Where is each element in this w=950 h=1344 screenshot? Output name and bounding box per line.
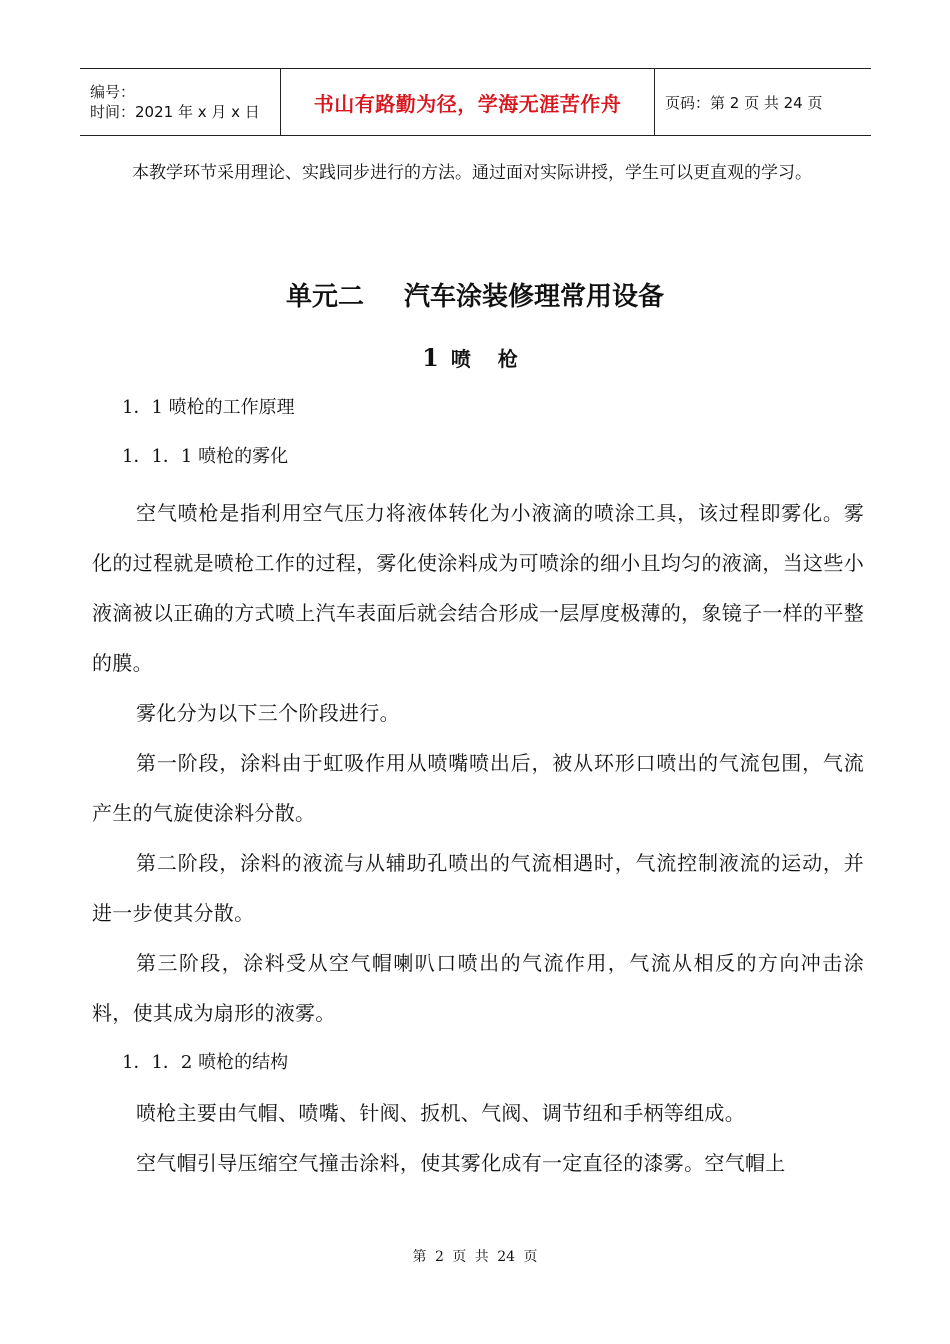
header-table — [80, 68, 871, 136]
unit-title — [0, 276, 950, 313]
header-number-label: 编号： — [90, 83, 136, 101]
header-page-cell — [655, 69, 871, 135]
body-text — [92, 390, 864, 1188]
intro-block — [92, 156, 862, 190]
page-footer: 第 2 页 共 24 页 — [412, 1249, 538, 1265]
paragraph-atomization: 空气喷枪是指利用空气压力将液体转化为小液滴的喷涂工具，该过程即雾化。雾化的过程就是喷枪工作的过程，雾化使涂料成为可喷涂的细小且均匀的液滴，当这些小液滴被以正确的方式喷上汽车表面后就会结合形成一层厚度极薄的，象镜子一样的平整的膜。 — [92, 501, 864, 675]
intro-paragraph: 本教学环节采用理论、实践同步进行的方法。通过面对实际讲授，学生可以更直观的学习。 — [132, 163, 812, 183]
paragraph-stages-intro: 雾化分为以下三个阶段进行。 — [136, 701, 400, 725]
section-name: 喷 枪 — [450, 347, 528, 371]
header-motto-cell — [281, 69, 655, 135]
heading-1-1: 1．1 喷枪的工作原理 — [122, 397, 295, 418]
paragraph-stage-1: 第一阶段，涂料由于虹吸作用从喷嘴喷出后，被从环形口喷出的气流包围，气流产生的气旋使涂料分散。 — [92, 751, 864, 825]
heading-1-1-2: 1．1．2 喷枪的结构 — [122, 1052, 289, 1073]
paragraph-stage-3: 第三阶段，涂料受从空气帽喇叭口喷出的气流作用，气流从相反的方向冲击涂料，使其成为扇形的液雾。 — [92, 951, 864, 1025]
paragraph-air-cap: 空气帽引导压缩空气撞击涂料，使其雾化成有一定直径的漆雾。空气帽上 — [136, 1151, 786, 1175]
section-number: 1 — [422, 343, 439, 372]
header-meta-cell — [80, 69, 281, 135]
header-time-label: 时间：2021 年 x 月 x 日 — [90, 103, 260, 121]
unit-number: 单元二 — [285, 282, 364, 312]
header-motto: 书山有路勤为径，学海无涯苦作舟 — [313, 91, 622, 116]
paragraph-stage-2: 第二阶段，涂料的液流与从辅助孔喷出的气流相遇时，气流控制液流的运动，并进一步使其分散。 — [92, 851, 864, 925]
paragraph-structure: 喷枪主要由气帽、喷嘴、针阀、扳机、气阀、调节纽和手柄等组成。 — [136, 1101, 745, 1125]
header-page-info: 页码：第 2 页 共 24 页 — [665, 93, 823, 112]
section-title — [0, 343, 950, 372]
heading-1-1-1: 1．1．1 喷枪的雾化 — [122, 446, 289, 467]
unit-name: 汽车涂装修理常用设备 — [404, 282, 665, 312]
